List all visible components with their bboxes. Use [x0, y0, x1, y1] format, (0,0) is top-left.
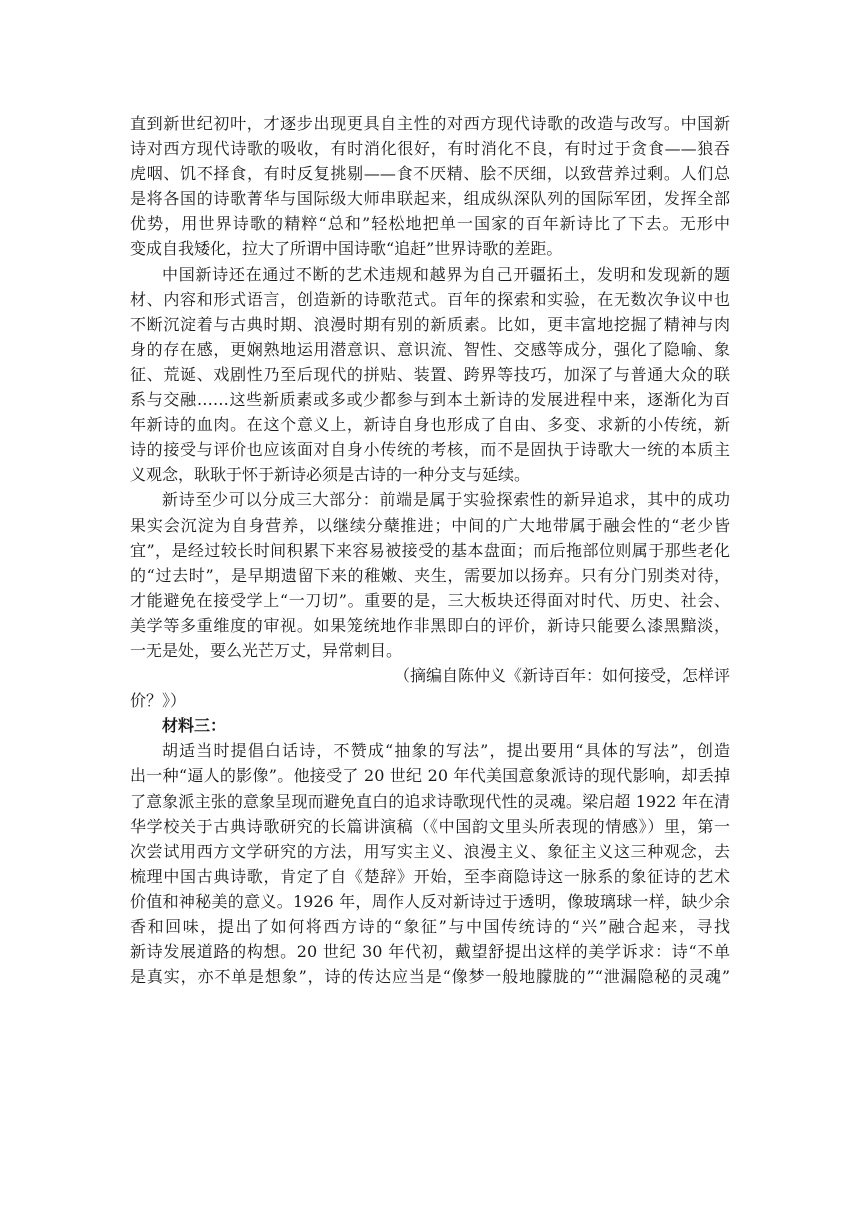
paragraph-4 — [130, 738, 730, 989]
text-line: 系与交融……这些新质素或多或少都参与到本土新诗的发展进程中来，逐渐化为百 — [130, 390, 730, 410]
text-line: 出一种“逼人的影像”。他接受了 20 世纪 20 年代美国意象派诗的现代影响，却丢掉 — [130, 766, 730, 786]
text-line: 果实会沉淀为自身营养，以继续分蘖推进；中间的广大地带属于融会性的“老少皆 — [130, 515, 730, 535]
citation-line: 价？》） — [130, 691, 187, 711]
text-line: 新诗发展道路的构想。20 世纪 30 年代初，戴望舒提出这样的美学诉求：诗“不单 — [130, 942, 730, 962]
text-line: 才能避免在接受学上“一刀切”。重要的是，三大板块还得面对时代、历史、社会、 — [130, 590, 730, 610]
text-line: 优势，用世界诗歌的精粹“总和”轻松地把单一国家的百年新诗比了下去。无形中 — [130, 214, 730, 234]
text-line: 价值和神秘美的意义。1926 年，周作人反对新诗过于透明，像玻璃球一样，缺少余 — [130, 891, 730, 911]
text-line: 材、内容和形式语言，创造新的诗歌范式。百年的探索和实验，在无数次争议中也 — [130, 289, 730, 309]
text-line: 次尝试用西方文学研究的方法，用写实主义、浪漫主义、象征主义这三种观念，去 — [130, 841, 730, 861]
text-line: 身的存在感，更娴熟地运用潜意识、意识流、智性、交感等成分，强化了隐喻、象 — [130, 339, 730, 359]
text-line: 征、荒诞、戏剧性乃至后现代的拼贴、装置、跨界等技巧，加深了与普通大众的联 — [130, 364, 730, 384]
text-line: 不断沉淀着与古典时期、浪漫时期有别的新质素。比如，更丰富地挖掘了精神与肉 — [130, 314, 730, 334]
text-line: 是真实，亦不单是想象”，诗的传达应当是“像梦一般地朦胧的”“泄漏隐秘的灵魂” — [130, 967, 730, 987]
citation-line: （摘编自陈仲义《新诗百年：如何接受，怎样评 — [393, 666, 730, 686]
text-line: 的“过去时”，是早期遗留下来的稚嫩、夹生，需要加以扬弃。只有分门别类对待， — [130, 565, 730, 585]
paragraph-2 — [130, 262, 730, 488]
text-line: 直到新世纪初叶，才逐步出现更具自主性的对西方现代诗歌的改造与改写。中国新 — [130, 114, 730, 133]
text-line: 一无是处，要么光芒万丈，异常刺目。 — [130, 640, 403, 660]
text-line: 宜”，是经过较长时间积累下来容易被接受的基本盘面；而后拖部位则属于那些老化 — [130, 540, 730, 560]
text-line: 虎咽、饥不择食，有时反复挑剔——食不厌精、脍不厌细，以致营养过剩。人们总 — [130, 164, 730, 184]
paragraph-3 — [130, 487, 730, 663]
text-line: 美学等多重维度的审视。如果笼统地作非黑即白的评价，新诗只能要么漆黑黯淡， — [130, 615, 730, 635]
text-line: 诗的接受与评价也应该面对自身小传统的考核，而不是固执于诗歌大一统的本质主 — [130, 440, 730, 460]
section-heading — [130, 713, 730, 738]
text-line: 诗对西方现代诗歌的吸收，有时消化很好，有时消化不良，有时过于贪食——狼吞 — [130, 139, 730, 159]
text-line: 变成自我矮化，拉大了所谓中国诗歌“追赶”世界诗歌的差距。 — [130, 239, 563, 259]
text-line: 中国新诗还在通过不断的艺术违规和越界为自己开疆拓土，发明和发现新的题 — [162, 264, 730, 284]
text-line: 新诗至少可以分成三大部分：前端是属于实验探索性的新异追求，其中的成功 — [162, 490, 730, 510]
text-line: 了意象派主张的意象呈现而避免直白的追求诗歌现代性的灵魂。梁启超 1922 年在清 — [130, 791, 730, 811]
text-line: 胡适当时提倡白话诗，不赞成“抽象的写法”，提出要用“具体的写法”，创造 — [162, 741, 730, 761]
text-line: 梳理中国古典诗歌，肯定了自《楚辞》开始，至李商隐诗这一脉系的象征诗的艺术 — [130, 866, 730, 886]
text-line: 是将各国的诗歌菁华与国际级大师串联起来，组成纵深队列的国际军团，发挥全部 — [130, 189, 730, 209]
paragraph-1 — [130, 111, 730, 262]
source-citation — [130, 663, 730, 713]
article-body — [130, 111, 730, 989]
heading-text: 材料三： — [162, 716, 227, 736]
text-line: 年新诗的血肉。在这个意义上，新诗自身也形成了自由、多变、求新的小传统，新 — [130, 415, 730, 435]
text-line: 香和回味，提出了如何将西方诗的“象征”与中国传统诗的“兴”融合起来，寻找 — [130, 917, 730, 936]
text-line: 华学校关于古典诗歌研究的长篇讲演稿（《中国韵文里头所表现的情感》）里，第一 — [130, 816, 730, 836]
text-line: 义观念，耿耿于怀于新诗必须是古诗的一种分支与延续。 — [130, 465, 531, 485]
